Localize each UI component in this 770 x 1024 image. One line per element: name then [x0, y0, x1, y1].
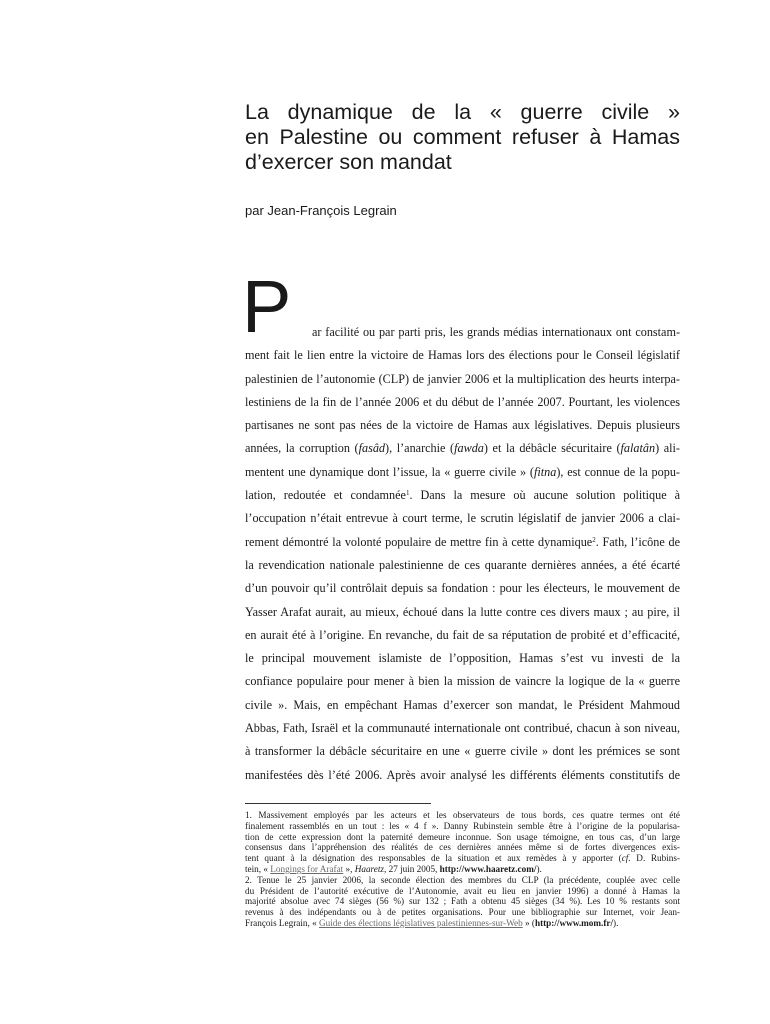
footnote-line: majorité absolue avec 74 sièges (56 %) sur 132 ; Fath a obtenu 45 sièges (34 %). Les 10 % restants sont: [245, 896, 680, 907]
body-line: rement démontré la volonté populaire de mettre fin à cette dynamique$^2$. Fath, l’icône de: [245, 534, 680, 549]
body-line: lestiniens de la fin de l’année 2006 et du début de l’année 2007. Pourtant, les violences: [245, 394, 680, 409]
body-line: ment fait le lien entre la victoire de Hamas lors des élections pour le Conseil législatif: [245, 348, 680, 363]
footnote-line: revenus à des indépendants ou à de petites organisations. Pour une bibliographie sur Internet, voir Jean-: [245, 907, 680, 918]
fn1-url[interactable]: http://www.haaretz.com/: [439, 863, 537, 874]
fn2-mid: » (: [522, 917, 535, 928]
body-line: lation, redoutée et condamnée$^1$. Dans la mesure où aucune solution politique à: [245, 488, 680, 503]
body-line: mentent une dynamique dont l’issue, la « guerre civile » (fitna), est connue de la popu-: [245, 464, 680, 479]
footnotes: [245, 810, 680, 929]
footnote-separator: [245, 803, 431, 804]
body-line: l’occupation n’était entrevue à court terme, le scrutin législatif de janvier 2006 a clai-: [245, 511, 680, 526]
fn1-date: , 27 juin 2005,: [384, 863, 440, 874]
body-line: en aurait été à l’origine. En revanche, du fait de sa réputation de probité et d’efficacité,: [245, 627, 680, 642]
body-line: civile ». Mais, en empêchant Hamas d’exercer son mandat, le Président Mahmoud: [245, 697, 680, 712]
title-line-1: La dynamique de la « guerre civile »: [245, 100, 680, 124]
body-line: le principal mouvement islamiste de l’opposition, Hamas s’est vu investi de la: [245, 651, 680, 666]
footnote-line: consensus dans l’appréhension des réalités de ces dernières années même si de fortes divergences exis-: [245, 842, 680, 853]
body-line: la revendication nationale palestinienne de ces quarante dernières années, a été écarté: [245, 557, 680, 572]
fn2-url[interactable]: http://www.mom.fr/: [534, 917, 614, 928]
footnote-line: 1. Massivement employés par les acteurs et les observateurs de tous bords, ces quatre termes ont été: [245, 810, 680, 820]
body-line: Abbas, Fath, Israël et la communauté internationale ont contribué, chacun à son niveau,: [245, 721, 680, 736]
drop-cap: P: [242, 265, 292, 348]
body-line: confiance populaire pour mener à bien la mission de vaincre la logique de la « guerre: [245, 674, 680, 689]
body-line: manifestées dès l’été 2006. Après avoir analysé les différents éléments constitutifs de: [245, 767, 680, 782]
body-line: ar facilité ou par parti pris, les grands médias internationaux ont constam-: [312, 325, 680, 339]
footnote-line: 2. Tenue le 25 janvier 2006, la seconde élection des membres du CLP (la précédente, couplée avec celle: [245, 874, 680, 885]
article-body: [245, 321, 680, 787]
footnote-1-last-line: [245, 864, 680, 875]
footnote-2-last-line: [245, 918, 680, 929]
fn1-journal: Haaretz: [354, 863, 384, 874]
fn1-mid: »,: [343, 863, 355, 874]
body-line: Yasser Arafat aurait, au mieux, échoué dans la lutte contre ces divers maux ; au pire, il: [245, 604, 680, 619]
footnote-line: finalement rassemblés en un tout : les « 4 f ». Danny Rubinstein semble être à l’origine de la popularisa-: [245, 820, 680, 831]
footnote-line: tent quant à la désignation des responsables de la situation et aux remèdes à y apporter (cf. D. Rubins-: [245, 853, 680, 864]
body-line: à transformer la débâcle sécuritaire en une « guerre civile » dont les prémices se sont: [245, 744, 680, 759]
fn1-link[interactable]: Longings for Arafat: [270, 863, 344, 874]
body-line: palestinien de l’autonomie (CLP) de janvier 2006 et la multiplication des heurts interpa-: [245, 371, 680, 386]
fn2-end: ).: [613, 917, 619, 928]
fn2-prefix: François Legrain, «: [245, 917, 319, 928]
body-line: partisanes ne sont pas nées de la victoire de Hamas aux législatives. Depuis plusieurs: [245, 418, 680, 433]
body-line: d’un pouvoir qu’il contrôlait depuis sa fondation : pour les électeurs, le mouvement de: [245, 581, 680, 596]
title-line-3: d’exercer son mandat: [245, 150, 452, 174]
article-title: [245, 100, 680, 175]
title-line-2: en Palestine ou comment refuser à Hamas: [245, 125, 680, 149]
footnote-1: [245, 810, 680, 864]
author-byline: par Jean-François Legrain: [245, 203, 397, 218]
fn2-link[interactable]: Guide des élections législatives palestiniennes-sur-Web: [319, 917, 523, 928]
body-line: années, la corruption (fasâd), l’anarchie (fawda) et la débâcle sécuritaire (falatân) ali-: [245, 441, 680, 456]
footnote-2: [245, 875, 680, 918]
fn1-end: ).: [536, 863, 542, 874]
fn1-prefix: tein, «: [245, 863, 271, 874]
footnote-line: du Président de l’autorité exécutive de l’Autonomie, avait eu lieu en janvier 1996) a donné à Hamas la: [245, 885, 680, 896]
footnote-line: tion de cette expression dont la paternité demeure inconnue. Son usage témoigne, en tous cas, d’un large: [245, 831, 680, 842]
